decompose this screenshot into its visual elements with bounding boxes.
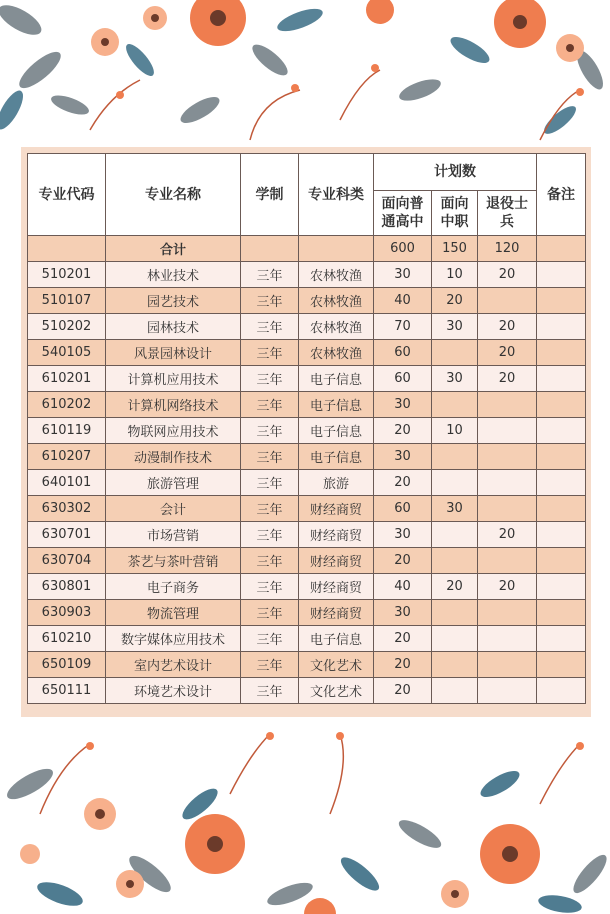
header-name: 专业名称	[106, 154, 241, 236]
cell-general: 30	[374, 444, 432, 470]
cell-name: 计算机网络技术	[106, 392, 241, 418]
table-row	[28, 288, 586, 314]
cell-name: 旅游管理	[106, 470, 241, 496]
cell-remark	[537, 444, 586, 470]
cell-code: 630704	[28, 548, 106, 574]
table-row	[28, 470, 586, 496]
cell-veteran: 20	[478, 366, 537, 392]
header-code: 专业代码	[28, 154, 106, 236]
table-row	[28, 522, 586, 548]
header-plan-veteran-line2: 兵	[500, 214, 514, 230]
table-row	[28, 340, 586, 366]
cell-duration: 三年	[241, 626, 299, 652]
cell-vocational: 10	[432, 262, 478, 288]
table-row	[28, 652, 586, 678]
cell-duration: 三年	[241, 392, 299, 418]
cell-general: 30	[374, 600, 432, 626]
cell-duration: 三年	[241, 678, 299, 704]
cell-remark	[537, 470, 586, 496]
bottom-floral-decoration	[0, 724, 610, 914]
cell-remark	[537, 262, 586, 288]
header-plan-veteran-line1: 退役士	[486, 196, 528, 212]
cell-category: 电子信息	[299, 444, 374, 470]
cell-code: 640101	[28, 470, 106, 496]
top-floral-decoration	[0, 0, 610, 148]
header-plan-veteran	[478, 191, 537, 236]
cell-code: 630801	[28, 574, 106, 600]
cell-general: 30	[374, 522, 432, 548]
header-plan-vocational-line2: 中职	[440, 214, 469, 230]
cell-name: 园林技术	[106, 314, 241, 340]
cell-category: 财经商贸	[299, 548, 374, 574]
cell-remark	[537, 418, 586, 444]
cell-remark	[537, 548, 586, 574]
total-veteran: 120	[478, 236, 537, 262]
cell-veteran	[478, 418, 537, 444]
cell-category: 电子信息	[299, 392, 374, 418]
cell-duration: 三年	[241, 600, 299, 626]
header-category: 专业科类	[299, 154, 374, 236]
cell-veteran	[478, 548, 537, 574]
cell-remark	[537, 392, 586, 418]
cell-veteran	[478, 470, 537, 496]
total-category-cell	[299, 236, 374, 262]
cell-name: 室内艺术设计	[106, 652, 241, 678]
total-general: 600	[374, 236, 432, 262]
cell-duration: 三年	[241, 262, 299, 288]
cell-category: 旅游	[299, 470, 374, 496]
cell-general: 20	[374, 652, 432, 678]
cell-name: 物联网应用技术	[106, 418, 241, 444]
cell-remark	[537, 600, 586, 626]
cell-vocational	[432, 678, 478, 704]
header-plan-vocational-line1: 面向	[440, 196, 469, 212]
table-row	[28, 626, 586, 652]
table-row	[28, 496, 586, 522]
cell-category: 农林牧渔	[299, 340, 374, 366]
table-row	[28, 262, 586, 288]
cell-remark	[537, 652, 586, 678]
cell-vocational: 30	[432, 366, 478, 392]
cell-code: 630701	[28, 522, 106, 548]
cell-general: 60	[374, 340, 432, 366]
table-row	[28, 600, 586, 626]
cell-vocational	[432, 470, 478, 496]
total-duration-cell	[241, 236, 299, 262]
cell-duration: 三年	[241, 418, 299, 444]
cell-remark	[537, 496, 586, 522]
cell-veteran: 20	[478, 574, 537, 600]
cell-vocational	[432, 522, 478, 548]
cell-remark	[537, 574, 586, 600]
cell-vocational: 20	[432, 574, 478, 600]
cell-veteran	[478, 288, 537, 314]
cell-veteran	[478, 392, 537, 418]
cell-remark	[537, 626, 586, 652]
cell-general: 60	[374, 366, 432, 392]
cell-general: 20	[374, 470, 432, 496]
header-plan-general-line2: 通高中	[381, 214, 424, 230]
cell-code: 510201	[28, 262, 106, 288]
cell-vocational	[432, 340, 478, 366]
cell-category: 电子信息	[299, 626, 374, 652]
cell-code: 510107	[28, 288, 106, 314]
cell-category: 财经商贸	[299, 574, 374, 600]
cell-remark	[537, 366, 586, 392]
total-code-cell	[28, 236, 106, 262]
cell-general: 40	[374, 288, 432, 314]
header-plan-general-line1: 面向普	[381, 196, 424, 212]
total-row	[28, 236, 586, 262]
cell-remark	[537, 314, 586, 340]
cell-vocational: 20	[432, 288, 478, 314]
cell-code: 650111	[28, 678, 106, 704]
total-remark-cell	[537, 236, 586, 262]
cell-duration: 三年	[241, 522, 299, 548]
cell-name: 电子商务	[106, 574, 241, 600]
cell-category: 文化艺术	[299, 678, 374, 704]
cell-veteran: 20	[478, 340, 537, 366]
cell-category: 电子信息	[299, 418, 374, 444]
cell-duration: 三年	[241, 340, 299, 366]
table-row	[28, 366, 586, 392]
cell-duration: 三年	[241, 314, 299, 340]
cell-duration: 三年	[241, 366, 299, 392]
cell-code: 630302	[28, 496, 106, 522]
cell-category: 农林牧渔	[299, 288, 374, 314]
table-row	[28, 418, 586, 444]
cell-vocational	[432, 652, 478, 678]
cell-name: 茶艺与茶叶营销	[106, 548, 241, 574]
cell-general: 20	[374, 548, 432, 574]
cell-name: 园艺技术	[106, 288, 241, 314]
cell-code: 610207	[28, 444, 106, 470]
cell-name: 物流管理	[106, 600, 241, 626]
cell-general: 20	[374, 626, 432, 652]
cell-remark	[537, 288, 586, 314]
cell-code: 650109	[28, 652, 106, 678]
table-row	[28, 574, 586, 600]
header-row	[28, 154, 586, 191]
cell-general: 30	[374, 392, 432, 418]
table-row	[28, 314, 586, 340]
cell-veteran	[478, 678, 537, 704]
cell-name: 林业技术	[106, 262, 241, 288]
cell-veteran: 20	[478, 314, 537, 340]
cell-vocational: 30	[432, 496, 478, 522]
cell-vocational	[432, 444, 478, 470]
cell-general: 20	[374, 418, 432, 444]
cell-duration: 三年	[241, 288, 299, 314]
cell-category: 电子信息	[299, 366, 374, 392]
cell-vocational	[432, 548, 478, 574]
cell-veteran	[478, 496, 537, 522]
header-remark: 备注	[537, 154, 586, 236]
cell-category: 文化艺术	[299, 652, 374, 678]
header-plan-general	[374, 191, 432, 236]
cell-vocational	[432, 392, 478, 418]
table-row	[28, 548, 586, 574]
cell-category: 农林牧渔	[299, 262, 374, 288]
admission-plan-card	[21, 147, 591, 717]
cell-remark	[537, 522, 586, 548]
cell-code: 610119	[28, 418, 106, 444]
cell-vocational	[432, 626, 478, 652]
cell-veteran: 20	[478, 522, 537, 548]
cell-name: 动漫制作技术	[106, 444, 241, 470]
cell-veteran	[478, 444, 537, 470]
cell-vocational	[432, 600, 478, 626]
cell-category: 财经商贸	[299, 496, 374, 522]
cell-name: 市场营销	[106, 522, 241, 548]
cell-general: 30	[374, 262, 432, 288]
cell-code: 630903	[28, 600, 106, 626]
header-plan-vocational	[432, 191, 478, 236]
cell-general: 20	[374, 678, 432, 704]
cell-veteran	[478, 652, 537, 678]
cell-remark	[537, 340, 586, 366]
cell-veteran	[478, 600, 537, 626]
cell-code: 510202	[28, 314, 106, 340]
cell-name: 计算机应用技术	[106, 366, 241, 392]
cell-duration: 三年	[241, 574, 299, 600]
total-vocational: 150	[432, 236, 478, 262]
cell-duration: 三年	[241, 470, 299, 496]
header-plan: 计划数	[374, 154, 537, 191]
cell-category: 财经商贸	[299, 600, 374, 626]
cell-general: 40	[374, 574, 432, 600]
cell-name: 数字媒体应用技术	[106, 626, 241, 652]
header-duration: 学制	[241, 154, 299, 236]
cell-vocational: 10	[432, 418, 478, 444]
total-label: 合计	[106, 236, 241, 262]
cell-category: 财经商贸	[299, 522, 374, 548]
cell-code: 540105	[28, 340, 106, 366]
cell-duration: 三年	[241, 652, 299, 678]
table-row	[28, 392, 586, 418]
cell-category: 农林牧渔	[299, 314, 374, 340]
cell-general: 70	[374, 314, 432, 340]
cell-name: 风景园林设计	[106, 340, 241, 366]
cell-code: 610201	[28, 366, 106, 392]
cell-veteran	[478, 626, 537, 652]
table-row	[28, 444, 586, 470]
cell-duration: 三年	[241, 496, 299, 522]
cell-code: 610210	[28, 626, 106, 652]
table-row	[28, 678, 586, 704]
cell-name: 环境艺术设计	[106, 678, 241, 704]
cell-remark	[537, 678, 586, 704]
cell-general: 60	[374, 496, 432, 522]
cell-duration: 三年	[241, 444, 299, 470]
cell-name: 会计	[106, 496, 241, 522]
admission-plan-table	[27, 153, 586, 704]
cell-veteran: 20	[478, 262, 537, 288]
cell-vocational: 30	[432, 314, 478, 340]
cell-duration: 三年	[241, 548, 299, 574]
cell-code: 610202	[28, 392, 106, 418]
